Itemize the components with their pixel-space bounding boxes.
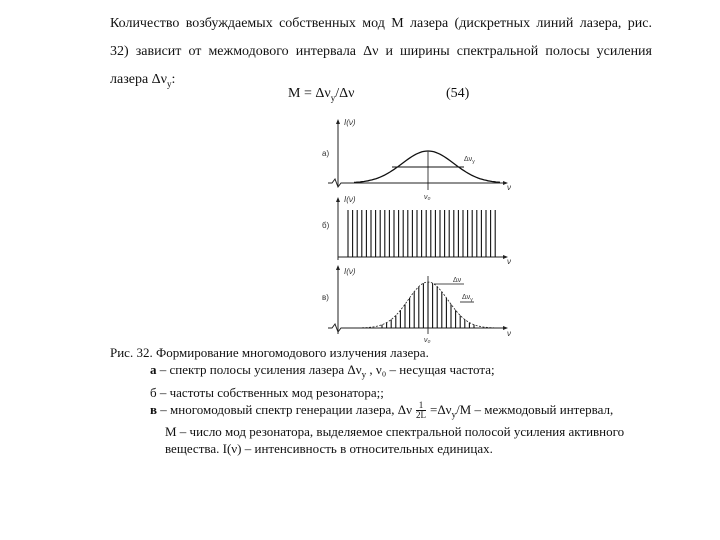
- fraction: [416, 401, 426, 420]
- caption-item-c-sub: y: [451, 409, 457, 420]
- caption-item-c-text3: /M – межмодовый интервал,: [456, 401, 614, 417]
- formula-lhs: M = Δν: [288, 86, 331, 101]
- panel-c-center-label: ν₀: [424, 337, 431, 344]
- caption-item-c-letter: в: [150, 401, 158, 417]
- panel-c-band-symbol: Δν: [462, 294, 471, 301]
- formula-sub: y: [330, 92, 336, 103]
- generation-spectrum: [362, 276, 494, 334]
- panel-c: [322, 265, 511, 344]
- panel-c-band-sub: y: [470, 297, 473, 303]
- panel-a-band-label: [464, 156, 475, 165]
- panel-a-y-label: I(ν): [344, 118, 356, 127]
- paragraph-line-3-colon: :: [171, 72, 176, 87]
- caption-title: Рис. 32. Формирование многомодового излучения лазера.: [110, 345, 429, 360]
- panel-c-x-label: ν: [507, 329, 511, 338]
- caption-item-c-line3: вещества. I(ν) – интенсивность в относительных единицах.: [165, 441, 493, 457]
- panel-c-y-label: I(ν): [344, 267, 356, 276]
- panel-a: [322, 118, 511, 201]
- panel-c-x-axis: [328, 324, 504, 332]
- caption-item-c-line2: M – число мод резонатора, выделяемое спектральной полосой усиления активного: [165, 424, 625, 440]
- panel-b-x-label: ν: [507, 257, 511, 266]
- panel-c-label: в): [322, 293, 329, 302]
- paragraph-line-3-text: лазера Δν: [110, 72, 167, 87]
- panel-a-x-label: ν: [507, 183, 511, 192]
- caption-item-b: б – частоты собственных мод резонатора;;: [150, 384, 384, 400]
- panel-a-band-sub: y: [472, 159, 475, 165]
- caption-item-c-text2: =Δν: [429, 401, 452, 417]
- fraction-denominator: 2L: [415, 410, 426, 421]
- caption-item-a: [110, 361, 655, 384]
- panel-b-y-label: I(ν): [344, 195, 356, 204]
- fraction-numerator: 1: [416, 401, 426, 411]
- panel-a-band-symbol: Δν: [464, 156, 473, 163]
- panel-a-y-arrow: [336, 119, 340, 124]
- formula: [288, 86, 354, 103]
- panel-c-y-arrow: [336, 265, 340, 270]
- figure-32: [314, 116, 524, 344]
- caption-item-c: [110, 401, 655, 424]
- paragraph-line-2: 32) зависит от межмодового интервала Δν и ширины спектральной полосы усиления: [110, 44, 652, 59]
- caption-item-c-text: – многомодовый спектр генерации лазера, Δν: [157, 401, 412, 417]
- caption-item-a-letter: а: [150, 362, 157, 377]
- mode-comb: [348, 210, 495, 257]
- equation-number: (54): [446, 86, 470, 101]
- caption-item-a-text2: , ν₀ – несущая частота;: [366, 362, 495, 377]
- panel-b-label: б): [322, 221, 330, 230]
- panel-a-center-label: ν₀: [424, 194, 431, 201]
- formula-rhs: /Δν: [335, 86, 355, 101]
- panel-b-y-arrow: [336, 197, 340, 202]
- paragraph-line-3: [110, 66, 652, 98]
- caption-item-a-text: – спектр полосы усиления лазера Δν: [156, 362, 362, 377]
- body-paragraph: [110, 10, 652, 98]
- caption-item-a-sub: y: [361, 369, 367, 380]
- paragraph-line-1: Количество возбуждаемых собственных мод М лазера (дискретных линий лазера, рис.: [110, 16, 652, 31]
- figure-caption: [110, 344, 655, 457]
- paragraph-line-3-sub: y: [167, 78, 172, 89]
- panel-b: [322, 195, 511, 266]
- panel-a-label: а): [322, 149, 330, 158]
- panel-c-mode-label: Δν: [453, 277, 462, 284]
